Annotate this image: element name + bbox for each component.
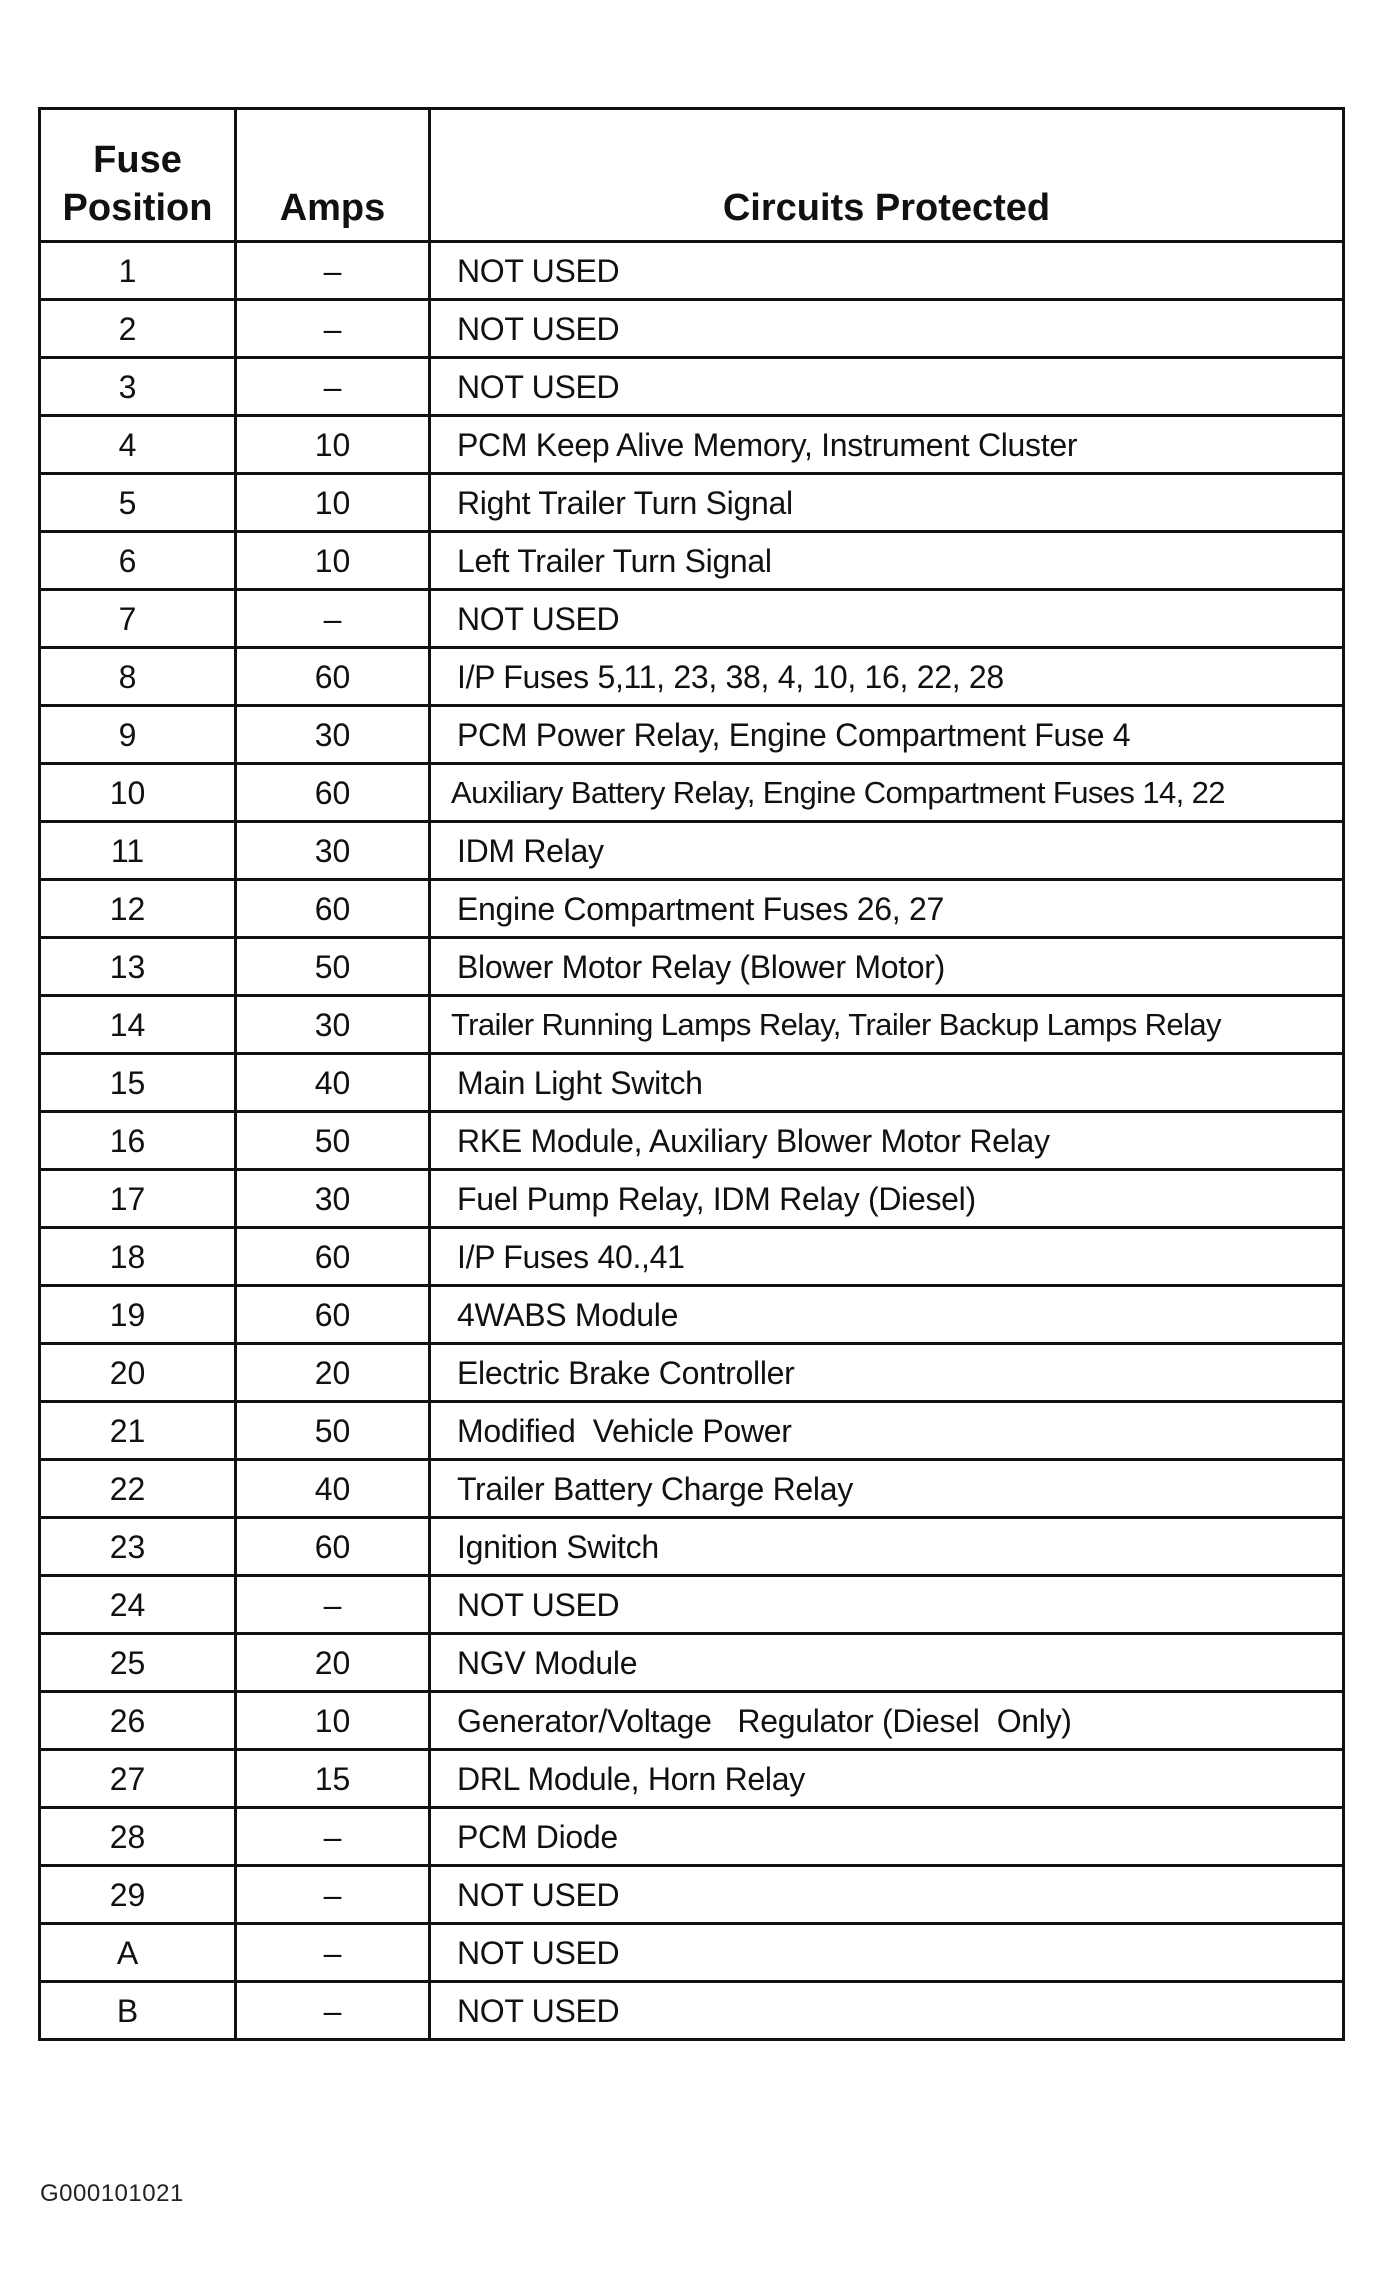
table-row xyxy=(40,1924,1344,1982)
fuse-position-cell: 4 xyxy=(40,416,236,474)
circuits-protected-cell: Electric Brake Controller xyxy=(430,1344,1344,1402)
table-row xyxy=(40,1460,1344,1518)
amps-cell: 30 xyxy=(236,1170,430,1228)
fuse-position-cell: A xyxy=(40,1924,236,1982)
fuse-position-cell: 24 xyxy=(40,1576,236,1634)
amps-cell: 30 xyxy=(236,706,430,764)
fuse-position-cell: 5 xyxy=(40,474,236,532)
amps-cell: 20 xyxy=(236,1634,430,1692)
fuse-position-cell: 11 xyxy=(40,822,236,880)
fuse-position-cell: 10 xyxy=(40,764,236,822)
amps-cell: 30 xyxy=(236,996,430,1054)
table-row xyxy=(40,880,1344,938)
circuits-protected-cell: PCM Power Relay, Engine Compartment Fuse 4 xyxy=(430,706,1344,764)
circuits-protected-cell: Trailer Battery Charge Relay xyxy=(430,1460,1344,1518)
fuse-position-cell: 26 xyxy=(40,1692,236,1750)
fuse-position-cell: 15 xyxy=(40,1054,236,1112)
circuits-protected-cell: DRL Module, Horn Relay xyxy=(430,1750,1344,1808)
fuse-position-cell: 19 xyxy=(40,1286,236,1344)
fuse-position-cell: 3 xyxy=(40,358,236,416)
amps-cell: – xyxy=(236,300,430,358)
fuse-position-cell: 22 xyxy=(40,1460,236,1518)
amps-cell: – xyxy=(236,1808,430,1866)
amps-cell: 60 xyxy=(236,1228,430,1286)
circuits-protected-cell: 4WABS Module xyxy=(430,1286,1344,1344)
amps-cell: 50 xyxy=(236,1402,430,1460)
amps-cell: 20 xyxy=(236,1344,430,1402)
circuits-protected-cell: IDM Relay xyxy=(430,822,1344,880)
fuse-position-cell: 20 xyxy=(40,1344,236,1402)
table-row xyxy=(40,1634,1344,1692)
fuse-position-cell: 7 xyxy=(40,590,236,648)
header-circuits-protected: Circuits Protected xyxy=(430,109,1344,242)
fuse-table xyxy=(38,107,1345,2041)
amps-cell: 50 xyxy=(236,938,430,996)
circuits-protected-cell: Fuel Pump Relay, IDM Relay (Diesel) xyxy=(430,1170,1344,1228)
fuse-position-cell: 28 xyxy=(40,1808,236,1866)
circuits-protected-cell: Auxiliary Battery Relay, Engine Compartment Fuses 14, 22 xyxy=(430,764,1344,822)
fuse-position-cell: 27 xyxy=(40,1750,236,1808)
table-row xyxy=(40,1344,1344,1402)
amps-cell: – xyxy=(236,1982,430,2040)
circuits-protected-cell: Blower Motor Relay (Blower Motor) xyxy=(430,938,1344,996)
table-row xyxy=(40,1402,1344,1460)
amps-cell: – xyxy=(236,358,430,416)
table-row xyxy=(40,648,1344,706)
table-row xyxy=(40,764,1344,822)
header-amps: Amps xyxy=(236,109,430,242)
table-row xyxy=(40,1054,1344,1112)
amps-cell: – xyxy=(236,590,430,648)
amps-cell: 10 xyxy=(236,416,430,474)
amps-cell: – xyxy=(236,1924,430,1982)
table-row xyxy=(40,1982,1344,2040)
amps-cell: 60 xyxy=(236,648,430,706)
circuits-protected-cell: Right Trailer Turn Signal xyxy=(430,474,1344,532)
table-row xyxy=(40,590,1344,648)
table-row xyxy=(40,300,1344,358)
fuse-position-cell: B xyxy=(40,1982,236,2040)
circuits-protected-cell: Modified Vehicle Power xyxy=(430,1402,1344,1460)
header-fuse-position-line2: Position xyxy=(62,187,213,229)
amps-cell: 50 xyxy=(236,1112,430,1170)
circuits-protected-cell: NOT USED xyxy=(430,358,1344,416)
table-row xyxy=(40,1518,1344,1576)
table-row xyxy=(40,242,1344,300)
table-row xyxy=(40,474,1344,532)
circuits-protected-cell: NOT USED xyxy=(430,1924,1344,1982)
header-fuse-position-line1: Fuse xyxy=(93,139,182,181)
circuits-protected-cell: I/P Fuses 40.,41 xyxy=(430,1228,1344,1286)
circuits-protected-cell: Generator/Voltage Regulator (Diesel Only) xyxy=(430,1692,1344,1750)
table-row xyxy=(40,416,1344,474)
amps-cell: 10 xyxy=(236,532,430,590)
fuse-position-cell: 1 xyxy=(40,242,236,300)
amps-cell: – xyxy=(236,1576,430,1634)
circuits-protected-cell: NOT USED xyxy=(430,1866,1344,1924)
circuits-protected-cell: RKE Module, Auxiliary Blower Motor Relay xyxy=(430,1112,1344,1170)
table-row xyxy=(40,706,1344,764)
amps-cell: 10 xyxy=(236,1692,430,1750)
table-row xyxy=(40,1170,1344,1228)
table-row xyxy=(40,1750,1344,1808)
amps-cell: 15 xyxy=(236,1750,430,1808)
fuse-position-cell: 9 xyxy=(40,706,236,764)
table-row xyxy=(40,1866,1344,1924)
table-row xyxy=(40,1228,1344,1286)
table-row xyxy=(40,1112,1344,1170)
table-row xyxy=(40,358,1344,416)
table-row xyxy=(40,822,1344,880)
fuse-position-cell: 29 xyxy=(40,1866,236,1924)
circuits-protected-cell: NOT USED xyxy=(430,590,1344,648)
fuse-position-cell: 16 xyxy=(40,1112,236,1170)
table-row xyxy=(40,532,1344,590)
amps-cell: 40 xyxy=(236,1460,430,1518)
amps-cell: – xyxy=(236,1866,430,1924)
circuits-protected-cell: Ignition Switch xyxy=(430,1518,1344,1576)
fuse-position-cell: 6 xyxy=(40,532,236,590)
amps-cell: 60 xyxy=(236,880,430,938)
circuits-protected-cell: NOT USED xyxy=(430,1982,1344,2040)
circuits-protected-cell: Main Light Switch xyxy=(430,1054,1344,1112)
circuits-protected-cell: NOT USED xyxy=(430,300,1344,358)
circuits-protected-cell: NOT USED xyxy=(430,242,1344,300)
amps-cell: 40 xyxy=(236,1054,430,1112)
amps-cell: 60 xyxy=(236,764,430,822)
circuits-protected-cell: Left Trailer Turn Signal xyxy=(430,532,1344,590)
circuits-protected-cell: NGV Module xyxy=(430,1634,1344,1692)
amps-cell: 30 xyxy=(236,822,430,880)
fuse-position-cell: 21 xyxy=(40,1402,236,1460)
amps-cell: 60 xyxy=(236,1518,430,1576)
circuits-protected-cell: Engine Compartment Fuses 26, 27 xyxy=(430,880,1344,938)
circuits-protected-cell: I/P Fuses 5,11, 23, 38, 4, 10, 16, 22, 28 xyxy=(430,648,1344,706)
table-header-row xyxy=(40,109,1344,242)
figure-id: G000101021 xyxy=(40,2180,184,2207)
fuse-position-cell: 25 xyxy=(40,1634,236,1692)
table-row xyxy=(40,938,1344,996)
fuse-position-cell: 18 xyxy=(40,1228,236,1286)
amps-cell: 60 xyxy=(236,1286,430,1344)
fuse-position-cell: 2 xyxy=(40,300,236,358)
amps-cell: – xyxy=(236,242,430,300)
fuse-position-cell: 13 xyxy=(40,938,236,996)
fuse-position-cell: 8 xyxy=(40,648,236,706)
circuits-protected-cell: NOT USED xyxy=(430,1576,1344,1634)
amps-cell: 10 xyxy=(236,474,430,532)
circuits-protected-cell: PCM Diode xyxy=(430,1808,1344,1866)
fuse-position-cell: 12 xyxy=(40,880,236,938)
circuits-protected-cell: PCM Keep Alive Memory, Instrument Cluster xyxy=(430,416,1344,474)
table-row xyxy=(40,1576,1344,1634)
fuse-position-cell: 14 xyxy=(40,996,236,1054)
table-row xyxy=(40,1692,1344,1750)
table-row xyxy=(40,1286,1344,1344)
fuse-position-cell: 17 xyxy=(40,1170,236,1228)
table-row xyxy=(40,1808,1344,1866)
circuits-protected-cell: Trailer Running Lamps Relay, Trailer Backup Lamps Relay xyxy=(430,996,1344,1054)
fuse-position-cell: 23 xyxy=(40,1518,236,1576)
header-fuse-position xyxy=(40,109,236,242)
table-row xyxy=(40,996,1344,1054)
